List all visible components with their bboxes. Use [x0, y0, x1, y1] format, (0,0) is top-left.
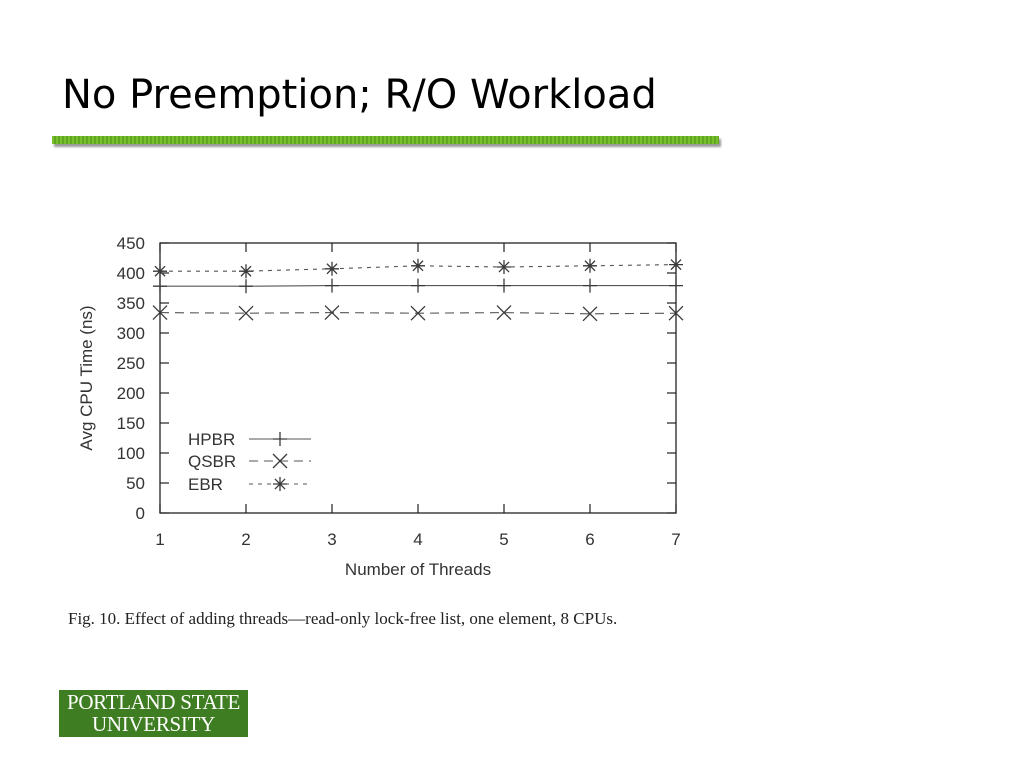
- x-tick-label: 2: [241, 530, 251, 549]
- data-point-ebr: [239, 264, 253, 278]
- x-tick-label: 6: [585, 530, 595, 549]
- data-point-hpbr: [411, 279, 425, 293]
- logo-line-2: UNIVERSITY: [92, 712, 215, 736]
- y-tick-label: 200: [116, 384, 145, 403]
- legend-marker-ebr: [273, 477, 287, 491]
- figure-caption: Fig. 10. Effect of adding threads—read-only lock-free list, one element, 8 CPUs.: [68, 609, 618, 628]
- y-tick-label: 250: [116, 354, 145, 373]
- data-point-hpbr: [497, 279, 511, 293]
- y-tick-label: 150: [116, 414, 145, 433]
- data-point-hpbr: [153, 279, 167, 293]
- y-axis-label: Avg CPU Time (ns): [77, 305, 96, 451]
- y-tick-label: 50: [126, 474, 145, 493]
- data-point-hpbr: [239, 279, 253, 293]
- data-point-ebr: [583, 259, 597, 273]
- data-point-hpbr: [325, 279, 339, 293]
- data-point-ebr: [497, 260, 511, 274]
- data-point-ebr: [153, 264, 167, 278]
- data-point-hpbr: [583, 279, 597, 293]
- psu-logo: [59, 690, 248, 737]
- y-tick-label: 300: [116, 324, 145, 343]
- y-tick-label: 400: [116, 264, 145, 283]
- y-tick-label: 450: [116, 234, 145, 253]
- x-tick-label: 1: [155, 530, 165, 549]
- data-point-ebr: [411, 259, 425, 273]
- logo-line-1: PORTLAND STATE: [66, 690, 241, 714]
- data-point-ebr: [669, 258, 683, 272]
- legend-label-ebr: EBR: [188, 475, 223, 494]
- y-tick-label: 350: [116, 294, 145, 313]
- slide-title: No Preemption; R/O Workload: [62, 72, 657, 118]
- x-tick-label: 3: [327, 530, 337, 549]
- legend-label-hpbr: HPBR: [188, 430, 236, 449]
- x-tick-label: 4: [413, 530, 423, 549]
- y-tick-label: 100: [116, 444, 145, 463]
- data-point-ebr: [325, 262, 339, 276]
- x-axis-label: Number of Threads: [344, 560, 492, 579]
- data-point-hpbr: [669, 279, 683, 293]
- legend-label-qsbr: QSBR: [188, 452, 237, 471]
- x-tick-label: 7: [671, 530, 681, 549]
- y-tick-label: 0: [135, 504, 145, 523]
- legend-marker-hpbr: [273, 432, 287, 446]
- x-tick-label: 5: [499, 530, 509, 549]
